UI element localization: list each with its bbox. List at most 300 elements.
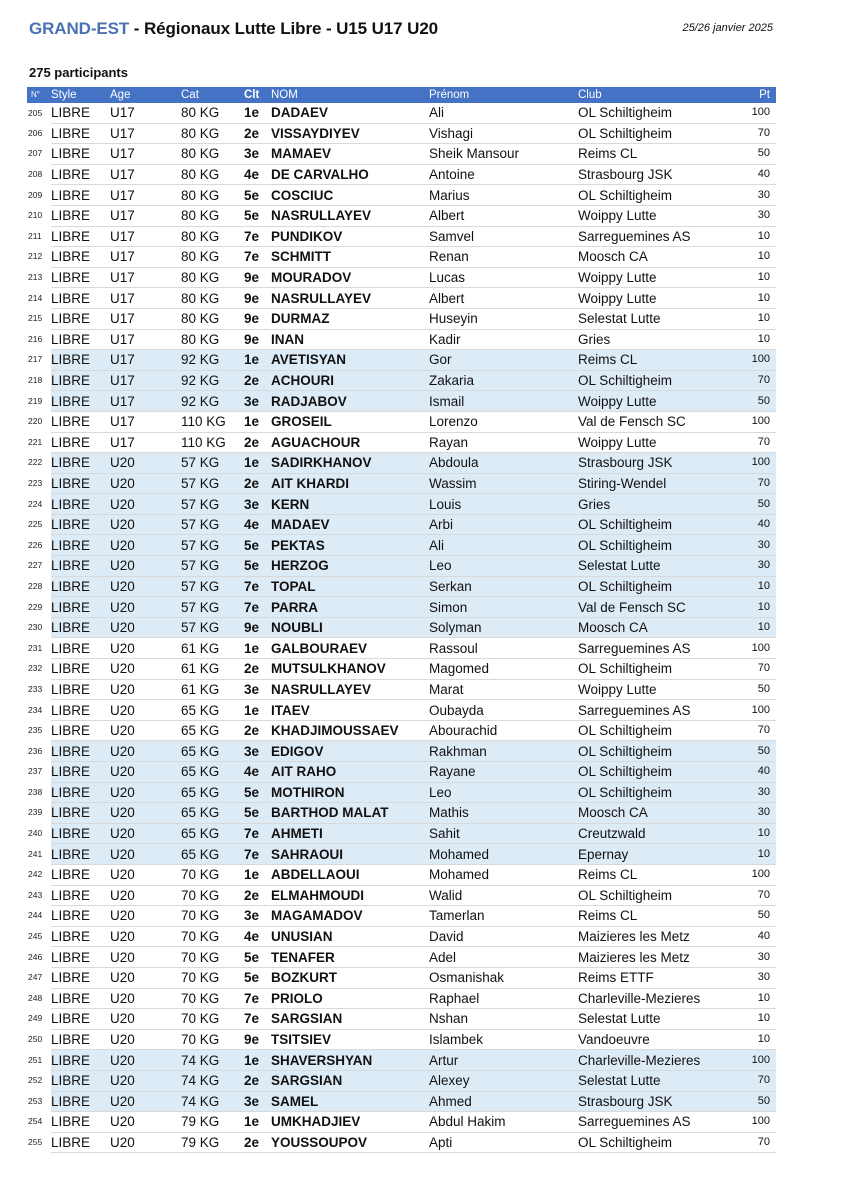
- cell-cat: 80 KG: [181, 226, 244, 247]
- cell-num: 243: [28, 889, 43, 900]
- cell-pt: 10: [728, 308, 776, 329]
- cell-clt: 2e: [244, 885, 271, 906]
- cell-pt: 70: [728, 473, 776, 494]
- cell-nom: DADAEV: [271, 103, 429, 123]
- cell-pt: 30: [728, 803, 776, 824]
- cell-nom: SHAVERSHYAN: [271, 1050, 429, 1071]
- cell-nom: AHMETI: [271, 823, 429, 844]
- cell-clt: 7e: [244, 844, 271, 865]
- cell-style: LIBRE: [51, 988, 110, 1009]
- table-row: [27, 864, 776, 885]
- cell-pt: 40: [728, 762, 776, 783]
- cell-age: U17: [110, 103, 181, 123]
- cell-style: LIBRE: [51, 1112, 110, 1133]
- cell-clt: 5e: [244, 967, 271, 988]
- cell-prenom: Nshan: [429, 1009, 578, 1030]
- cell-pt: 50: [728, 906, 776, 927]
- cell-num: 226: [28, 539, 43, 550]
- cell-club: Selestat Lutte: [578, 308, 728, 329]
- cell-num: 245: [28, 931, 43, 942]
- cell-pt: 100: [728, 638, 776, 659]
- table-row: [27, 453, 776, 474]
- cell-age: U20: [110, 967, 181, 988]
- cell-clt: 2e: [244, 370, 271, 391]
- cell-nom: VISSAYDIYEV: [271, 123, 429, 144]
- cell-club: Woippy Lutte: [578, 288, 728, 309]
- cell-num: 229: [28, 601, 43, 612]
- table-row: [27, 947, 776, 968]
- cell-age: U20: [110, 473, 181, 494]
- cell-club: Selestat Lutte: [578, 1070, 728, 1091]
- cell-prenom: Gor: [429, 350, 578, 371]
- cell-nom: MADAEV: [271, 514, 429, 535]
- cell-clt: 3e: [244, 144, 271, 165]
- cell-club: OL Schiltigheim: [578, 1132, 728, 1153]
- table-row: [27, 391, 776, 412]
- cell-age: U20: [110, 679, 181, 700]
- cell-cat: 65 KG: [181, 700, 244, 721]
- cell-prenom: Louis: [429, 494, 578, 515]
- cell-num: 238: [28, 786, 43, 797]
- col-header-num: N°: [27, 87, 51, 103]
- table-row: [27, 514, 776, 535]
- cell-style: LIBRE: [51, 700, 110, 721]
- cell-style: LIBRE: [51, 679, 110, 700]
- table-row: [27, 885, 776, 906]
- table-row: [27, 597, 776, 618]
- cell-num: 250: [28, 1034, 43, 1045]
- cell-nom: UNUSIAN: [271, 926, 429, 947]
- cell-nom: MAGAMADOV: [271, 906, 429, 927]
- cell-age: U17: [110, 144, 181, 165]
- cell-num: 223: [28, 477, 43, 488]
- cell-style: LIBRE: [51, 432, 110, 453]
- cell-club: Woippy Lutte: [578, 205, 728, 226]
- cell-club: Creutzwald: [578, 823, 728, 844]
- table-row: [27, 638, 776, 659]
- cell-pt: 50: [728, 1091, 776, 1112]
- table-header-row: [27, 87, 776, 103]
- cell-nom: SCHMITT: [271, 247, 429, 268]
- cell-style: LIBRE: [51, 1132, 110, 1153]
- cell-style: LIBRE: [51, 391, 110, 412]
- cell-cat: 57 KG: [181, 453, 244, 474]
- cell-prenom: Oubayda: [429, 700, 578, 721]
- cell-prenom: Leo: [429, 782, 578, 803]
- cell-club: Strasbourg JSK: [578, 1091, 728, 1112]
- cell-age: U20: [110, 947, 181, 968]
- cell-age: U20: [110, 988, 181, 1009]
- cell-num: 247: [28, 972, 43, 983]
- cell-pt: 10: [728, 597, 776, 618]
- table-row: [27, 185, 776, 206]
- cell-pt: 10: [728, 1029, 776, 1050]
- cell-cat: 80 KG: [181, 329, 244, 350]
- cell-age: U20: [110, 494, 181, 515]
- table-row: [27, 411, 776, 432]
- cell-cat: 70 KG: [181, 885, 244, 906]
- cell-club: OL Schiltigheim: [578, 782, 728, 803]
- cell-num: 215: [28, 313, 43, 324]
- cell-num: 233: [28, 683, 43, 694]
- cell-style: LIBRE: [51, 247, 110, 268]
- cell-clt: 7e: [244, 597, 271, 618]
- cell-nom: SADIRKHANOV: [271, 453, 429, 474]
- cell-clt: 9e: [244, 329, 271, 350]
- cell-nom: ACHOURI: [271, 370, 429, 391]
- cell-prenom: Lucas: [429, 267, 578, 288]
- cell-pt: 40: [728, 926, 776, 947]
- cell-nom: PEKTAS: [271, 535, 429, 556]
- cell-cat: 65 KG: [181, 741, 244, 762]
- cell-club: OL Schiltigheim: [578, 514, 728, 535]
- cell-clt: 1e: [244, 350, 271, 371]
- cell-prenom: Mathis: [429, 803, 578, 824]
- cell-age: U20: [110, 906, 181, 927]
- cell-cat: 70 KG: [181, 988, 244, 1009]
- cell-club: Epernay: [578, 844, 728, 865]
- cell-clt: 1e: [244, 1112, 271, 1133]
- cell-club: OL Schiltigheim: [578, 535, 728, 556]
- table-row: [27, 329, 776, 350]
- cell-club: Gries: [578, 494, 728, 515]
- cell-cat: 57 KG: [181, 617, 244, 638]
- cell-prenom: Apti: [429, 1132, 578, 1153]
- cell-cat: 65 KG: [181, 844, 244, 865]
- cell-nom: SAHRAOUI: [271, 844, 429, 865]
- cell-style: LIBRE: [51, 597, 110, 618]
- cell-age: U20: [110, 659, 181, 680]
- cell-pt: 10: [728, 329, 776, 350]
- table-row: [27, 432, 776, 453]
- cell-prenom: Vishagi: [429, 123, 578, 144]
- cell-club: Reims CL: [578, 864, 728, 885]
- cell-prenom: Abdul Hakim: [429, 1112, 578, 1133]
- cell-num: 211: [28, 230, 42, 241]
- table-body: [27, 103, 776, 1153]
- cell-club: Sarreguemines AS: [578, 700, 728, 721]
- cell-nom: SAMEL: [271, 1091, 429, 1112]
- cell-num: 219: [28, 395, 43, 406]
- cell-num: 213: [28, 272, 43, 283]
- cell-prenom: Magomed: [429, 659, 578, 680]
- cell-cat: 80 KG: [181, 247, 244, 268]
- col-header-club: Club: [578, 87, 728, 103]
- cell-style: LIBRE: [51, 659, 110, 680]
- cell-club: Val de Fensch SC: [578, 411, 728, 432]
- cell-cat: 70 KG: [181, 947, 244, 968]
- cell-num: 212: [28, 251, 43, 262]
- cell-cat: 57 KG: [181, 473, 244, 494]
- table-row: [27, 308, 776, 329]
- table-row: [27, 1132, 776, 1153]
- cell-nom: DE CARVALHO: [271, 164, 429, 185]
- cell-nom: AVETISYAN: [271, 350, 429, 371]
- cell-clt: 9e: [244, 308, 271, 329]
- table-row: [27, 1112, 776, 1133]
- table-row: [27, 906, 776, 927]
- cell-style: LIBRE: [51, 782, 110, 803]
- table-row: [27, 617, 776, 638]
- cell-age: U20: [110, 720, 181, 741]
- cell-pt: 100: [728, 411, 776, 432]
- table-row: [27, 370, 776, 391]
- cell-age: U20: [110, 782, 181, 803]
- table-row: [27, 720, 776, 741]
- cell-nom: HERZOG: [271, 556, 429, 577]
- cell-nom: KERN: [271, 494, 429, 515]
- cell-style: LIBRE: [51, 205, 110, 226]
- cell-pt: 50: [728, 494, 776, 515]
- cell-club: Sarreguemines AS: [578, 1112, 728, 1133]
- cell-style: LIBRE: [51, 370, 110, 391]
- cell-club: Charleville-Mezieres: [578, 988, 728, 1009]
- cell-pt: 10: [728, 617, 776, 638]
- cell-style: LIBRE: [51, 885, 110, 906]
- cell-pt: 100: [728, 350, 776, 371]
- cell-style: LIBRE: [51, 288, 110, 309]
- cell-num: 216: [28, 333, 43, 344]
- cell-pt: 30: [728, 947, 776, 968]
- cell-age: U20: [110, 762, 181, 783]
- cell-age: U17: [110, 370, 181, 391]
- cell-club: Reims CL: [578, 144, 728, 165]
- cell-style: LIBRE: [51, 411, 110, 432]
- cell-style: LIBRE: [51, 267, 110, 288]
- cell-num: 210: [28, 210, 43, 221]
- cell-cat: 57 KG: [181, 535, 244, 556]
- cell-cat: 57 KG: [181, 514, 244, 535]
- event-title: - Régionaux Lutte Libre - U15 U17 U20: [129, 19, 439, 38]
- cell-style: LIBRE: [51, 144, 110, 165]
- cell-clt: 5e: [244, 803, 271, 824]
- cell-age: U20: [110, 1050, 181, 1071]
- cell-club: Sarreguemines AS: [578, 638, 728, 659]
- cell-age: U17: [110, 164, 181, 185]
- cell-clt: 5e: [244, 947, 271, 968]
- cell-prenom: Rayan: [429, 432, 578, 453]
- cell-prenom: Islambek: [429, 1029, 578, 1050]
- table-row: [27, 659, 776, 680]
- cell-num: 209: [28, 189, 43, 200]
- table-row: [27, 967, 776, 988]
- cell-prenom: Albert: [429, 205, 578, 226]
- cell-nom: SARGSIAN: [271, 1070, 429, 1091]
- cell-style: LIBRE: [51, 926, 110, 947]
- cell-prenom: Mohamed: [429, 844, 578, 865]
- table-row: [27, 1009, 776, 1030]
- cell-pt: 10: [728, 267, 776, 288]
- cell-pt: 50: [728, 741, 776, 762]
- cell-cat: 57 KG: [181, 576, 244, 597]
- cell-clt: 9e: [244, 617, 271, 638]
- cell-pt: 30: [728, 535, 776, 556]
- cell-club: Charleville-Mezieres: [578, 1050, 728, 1071]
- cell-nom: ITAEV: [271, 700, 429, 721]
- cell-age: U17: [110, 308, 181, 329]
- cell-num: 220: [28, 416, 43, 427]
- cell-num: 234: [28, 704, 43, 715]
- cell-prenom: Adel: [429, 947, 578, 968]
- cell-clt: 3e: [244, 494, 271, 515]
- cell-club: OL Schiltigheim: [578, 185, 728, 206]
- table-row: [27, 741, 776, 762]
- cell-num: 248: [28, 992, 43, 1003]
- cell-club: OL Schiltigheim: [578, 576, 728, 597]
- table-row: [27, 926, 776, 947]
- region-brand: GRAND-EST: [29, 19, 130, 38]
- cell-nom: RADJABOV: [271, 391, 429, 412]
- cell-num: 255: [28, 1136, 43, 1147]
- cell-pt: 100: [728, 864, 776, 885]
- cell-cat: 65 KG: [181, 720, 244, 741]
- cell-cat: 79 KG: [181, 1132, 244, 1153]
- cell-cat: 92 KG: [181, 370, 244, 391]
- cell-age: U20: [110, 453, 181, 474]
- cell-clt: 5e: [244, 782, 271, 803]
- table-row: [27, 247, 776, 268]
- cell-pt: 70: [728, 123, 776, 144]
- cell-nom: MAMAEV: [271, 144, 429, 165]
- cell-clt: 3e: [244, 906, 271, 927]
- cell-num: 241: [28, 848, 43, 859]
- cell-style: LIBRE: [51, 638, 110, 659]
- cell-clt: 1e: [244, 700, 271, 721]
- cell-num: 237: [28, 766, 43, 777]
- cell-prenom: Sheik Mansour: [429, 144, 578, 165]
- cell-age: U20: [110, 514, 181, 535]
- cell-club: Strasbourg JSK: [578, 164, 728, 185]
- table-row: [27, 123, 776, 144]
- cell-club: Val de Fensch SC: [578, 597, 728, 618]
- cell-club: Gries: [578, 329, 728, 350]
- cell-style: LIBRE: [51, 1050, 110, 1071]
- cell-clt: 5e: [244, 185, 271, 206]
- page-title: [29, 19, 438, 39]
- cell-nom: NOUBLI: [271, 617, 429, 638]
- cell-num: 246: [28, 951, 43, 962]
- cell-style: LIBRE: [51, 308, 110, 329]
- cell-prenom: Artur: [429, 1050, 578, 1071]
- table-row: [27, 1091, 776, 1112]
- cell-style: LIBRE: [51, 720, 110, 741]
- cell-nom: DURMAZ: [271, 308, 429, 329]
- cell-clt: 4e: [244, 926, 271, 947]
- cell-nom: YOUSSOUPOV: [271, 1132, 429, 1153]
- cell-cat: 57 KG: [181, 494, 244, 515]
- cell-clt: 3e: [244, 679, 271, 700]
- cell-clt: 1e: [244, 1050, 271, 1071]
- cell-club: Selestat Lutte: [578, 1009, 728, 1030]
- cell-age: U20: [110, 1009, 181, 1030]
- cell-cat: 70 KG: [181, 1029, 244, 1050]
- cell-prenom: Arbi: [429, 514, 578, 535]
- cell-pt: 10: [728, 226, 776, 247]
- cell-nom: MOURADOV: [271, 267, 429, 288]
- cell-club: Reims CL: [578, 350, 728, 371]
- col-header-style: Style: [51, 87, 110, 103]
- cell-pt: 10: [728, 823, 776, 844]
- cell-style: LIBRE: [51, 803, 110, 824]
- cell-prenom: Walid: [429, 885, 578, 906]
- cell-num: 240: [28, 828, 43, 839]
- cell-style: LIBRE: [51, 617, 110, 638]
- cell-style: LIBRE: [51, 762, 110, 783]
- cell-pt: 30: [728, 967, 776, 988]
- cell-prenom: Rayane: [429, 762, 578, 783]
- cell-age: U20: [110, 926, 181, 947]
- table-row: [27, 803, 776, 824]
- cell-age: U20: [110, 1112, 181, 1133]
- cell-pt: 70: [728, 720, 776, 741]
- cell-club: Sarreguemines AS: [578, 226, 728, 247]
- cell-pt: 100: [728, 103, 776, 123]
- cell-prenom: Tamerlan: [429, 906, 578, 927]
- cell-prenom: Wassim: [429, 473, 578, 494]
- cell-cat: 110 KG: [181, 411, 244, 432]
- col-header-pt: Pt: [728, 87, 776, 103]
- cell-nom: GALBOURAEV: [271, 638, 429, 659]
- cell-prenom: Osmanishak: [429, 967, 578, 988]
- col-header-cat: Cat: [181, 87, 244, 103]
- cell-style: LIBRE: [51, 185, 110, 206]
- cell-age: U20: [110, 617, 181, 638]
- cell-style: LIBRE: [51, 164, 110, 185]
- cell-prenom: Lorenzo: [429, 411, 578, 432]
- cell-nom: TSITSIEV: [271, 1029, 429, 1050]
- cell-prenom: David: [429, 926, 578, 947]
- cell-club: OL Schiltigheim: [578, 370, 728, 391]
- cell-num: 227: [28, 560, 43, 571]
- cell-nom: KHADJIMOUSSAEV: [271, 720, 429, 741]
- cell-cat: 110 KG: [181, 432, 244, 453]
- cell-club: Selestat Lutte: [578, 556, 728, 577]
- cell-prenom: Marius: [429, 185, 578, 206]
- cell-num: 252: [28, 1075, 43, 1086]
- cell-style: LIBRE: [51, 844, 110, 865]
- cell-pt: 30: [728, 782, 776, 803]
- cell-clt: 5e: [244, 205, 271, 226]
- col-header-prenom: Prénom: [429, 87, 578, 103]
- cell-cat: 65 KG: [181, 803, 244, 824]
- cell-nom: TOPAL: [271, 576, 429, 597]
- cell-prenom: Abdoula: [429, 453, 578, 474]
- cell-style: LIBRE: [51, 556, 110, 577]
- cell-prenom: Albert: [429, 288, 578, 309]
- cell-style: LIBRE: [51, 967, 110, 988]
- cell-nom: PUNDIKOV: [271, 226, 429, 247]
- cell-style: LIBRE: [51, 226, 110, 247]
- cell-age: U20: [110, 1132, 181, 1153]
- cell-cat: 92 KG: [181, 391, 244, 412]
- cell-age: U17: [110, 205, 181, 226]
- cell-age: U17: [110, 226, 181, 247]
- cell-pt: 10: [728, 576, 776, 597]
- cell-pt: 50: [728, 679, 776, 700]
- cell-num: 253: [28, 1095, 43, 1106]
- cell-clt: 1e: [244, 453, 271, 474]
- table-row: [27, 535, 776, 556]
- cell-style: LIBRE: [51, 1091, 110, 1112]
- table-row: [27, 844, 776, 865]
- cell-cat: 57 KG: [181, 597, 244, 618]
- cell-club: OL Schiltigheim: [578, 885, 728, 906]
- cell-pt: 70: [728, 1132, 776, 1153]
- cell-pt: 100: [728, 1050, 776, 1071]
- cell-club: Reims CL: [578, 906, 728, 927]
- cell-pt: 30: [728, 205, 776, 226]
- cell-nom: MUTSULKHANOV: [271, 659, 429, 680]
